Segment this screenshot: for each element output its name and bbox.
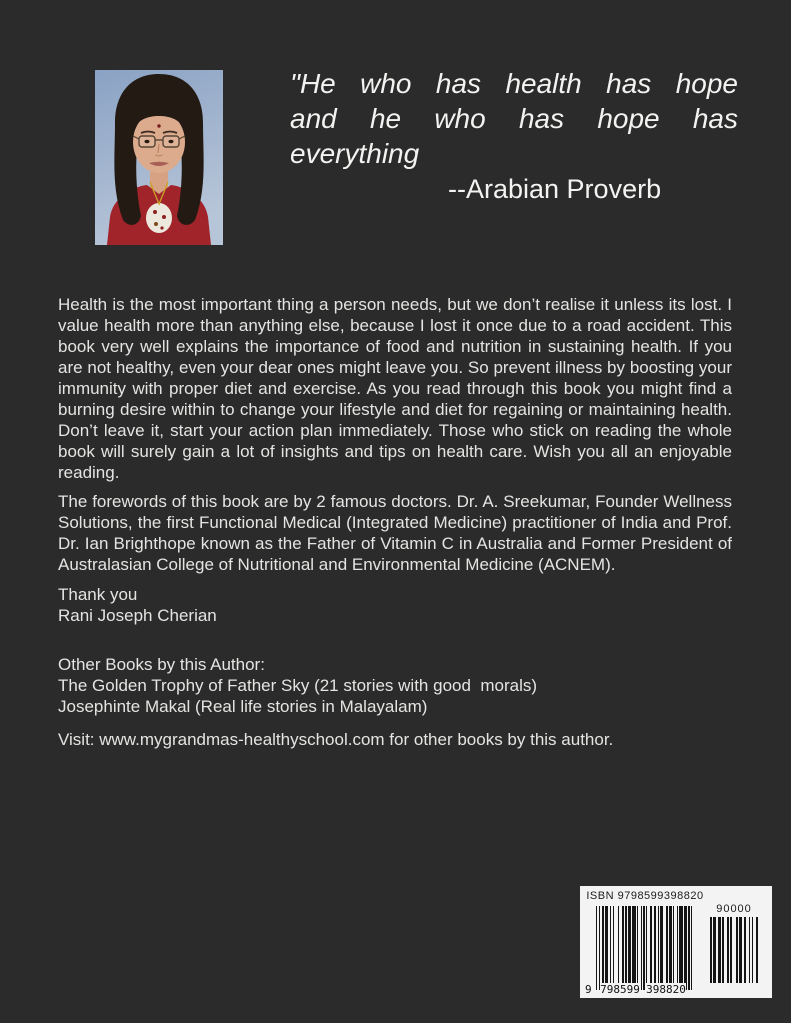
isbn-barcode-block — [580, 886, 772, 998]
ean13-barcode — [596, 906, 692, 990]
barcode-digit-leading: 9 — [585, 983, 592, 996]
isbn-number-label: ISBN 9798599398820 — [586, 890, 704, 902]
author-portrait-illustration — [95, 70, 223, 245]
quote-line-1: "He who has health has hope — [290, 68, 738, 99]
other-book-title-1: The Golden Trophy of Father Sky (21 stories with good morals) — [58, 676, 538, 695]
other-book-title-2: Josephinte Makal (Real life stories in Malayalam) — [58, 697, 428, 716]
forewords-paragraph: The forewords of this book are by 2 famous doctors. Dr. A. Sreekumar, Founder Wellness Solutions, the first Functional Medical (Integrated Medicine) practitioner of India and Prof. Dr. Ian Brighthope known as the Father of Vitamin C in Australia and Former President of Australasian College of Nutritional and Environmental Medicine (ACNEM). — [58, 492, 732, 574]
supplement-barcode — [710, 917, 758, 983]
supplement-code-label: 90000 — [716, 903, 752, 915]
blurb-paragraph: Health is the most important thing a person needs, but we don’t realise it unless its lost. I value health more than anything else, because I lost it once due to a road accident. This book very well explains the importance of food and nutrition in sustaining health. If you are not healthy, even your dear ones might leave you. So prevent illness by boosting your immunity with proper diet and exercise. As you read through this book you might find a burning desire within to change your lifestyle and diet for regaining or maintaining health. Don’t leave it, start your action plan immediately. Those who stick on reading the whole book will surely gain a lot of insights and tips on health care. Wish you all an enjoyable reading. — [58, 295, 732, 482]
website-line: Visit: www.mygrandmas-healthyschool.com for other books by this author. — [58, 730, 614, 749]
back-cover-text — [58, 294, 732, 750]
barcode-digit-group-2: 398820 — [646, 983, 686, 996]
author-name: Rani Joseph Cherian — [58, 606, 217, 625]
quote-line-3: everything — [290, 138, 420, 169]
other-books-heading: Other Books by this Author: — [58, 655, 265, 674]
quote-attribution: --Arabian Proverb — [448, 174, 662, 204]
quote-block — [290, 66, 738, 207]
barcode-digit-group-1: 798599 — [600, 983, 640, 996]
thank-you-line: Thank you — [58, 585, 138, 604]
author-photo — [95, 70, 223, 245]
quote-line-2: and he who has hope has — [290, 103, 738, 134]
